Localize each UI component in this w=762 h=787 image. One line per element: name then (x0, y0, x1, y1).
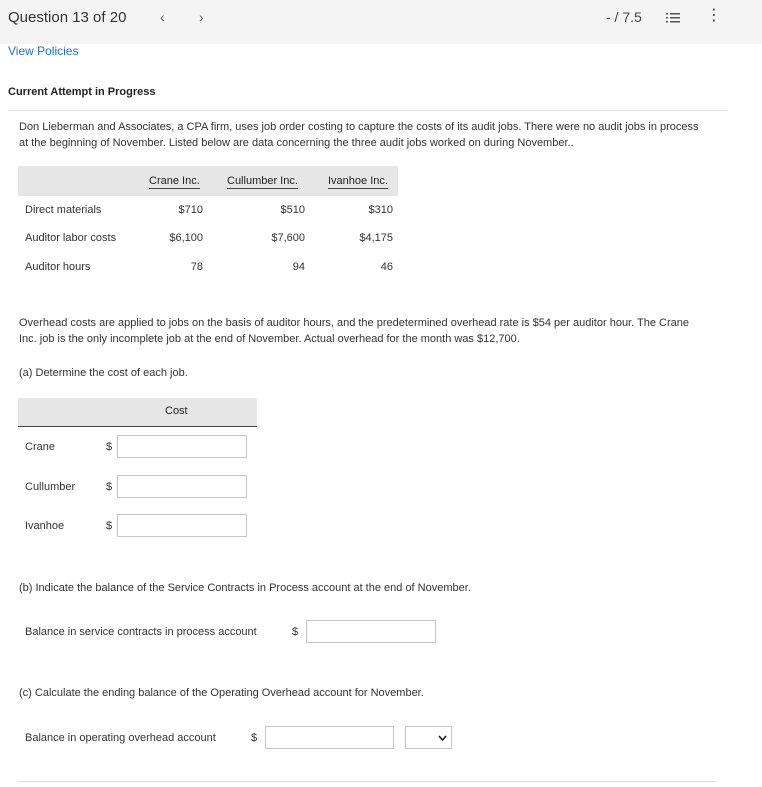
ivanhoe-currency: $ (106, 520, 113, 532)
row-label-auditor-labor-costs: Auditor labor costs (25, 232, 117, 244)
cost-column-header: Cost (165, 405, 188, 417)
table-header-ivanhoe: Ivanhoe Inc. (328, 175, 388, 187)
row-label-auditor-hours: Auditor hours (25, 261, 91, 273)
list-icon[interactable] (665, 10, 681, 26)
cullumber-cost-input[interactable] (117, 475, 247, 498)
operating-overhead-label: Balance in operating overhead account (25, 732, 216, 744)
cell-cullumber-direct-materials: $510 (280, 204, 305, 216)
part-a-prompt: (a) Determine the cost of each job. (19, 367, 188, 379)
ivanhoe-cost-input[interactable] (117, 514, 247, 537)
operating-overhead-balance-input[interactable] (265, 726, 394, 749)
crane-currency: $ (106, 441, 113, 453)
table-header-crane: Crane Inc. (149, 175, 200, 187)
cell-ivanhoe-direct-materials: $310 (368, 204, 393, 216)
score-display: - / 7.5 (606, 9, 642, 25)
attempt-title: Current Attempt in Progress (8, 86, 156, 98)
next-question-icon[interactable]: › (199, 9, 204, 25)
row-label-direct-materials: Direct materials (25, 204, 102, 216)
question-counter: Question 13 of 20 (8, 9, 127, 26)
divider (8, 110, 728, 111)
cell-ivanhoe-labor-costs: $4,175 (359, 232, 393, 244)
cell-cullumber-hours: 94 (292, 261, 305, 273)
previous-question-icon[interactable]: ‹ (160, 9, 165, 25)
problem-intro: Don Lieberman and Associates, a CPA firm, uses job order costing to capture the costs of its audit jobs. There were no audit jobs in process at the beginning of November. Listed below are data concerning the three audit jobs worked on during November.. (19, 121, 699, 149)
part-c-prompt: (c) Calculate the ending balance of the Operating Overhead account for November. (19, 687, 424, 699)
operating-overhead-currency: $ (251, 732, 258, 744)
service-contracts-balance-input[interactable] (306, 620, 436, 643)
view-policies-link[interactable]: View Policies (8, 44, 79, 58)
cell-ivanhoe-hours: 46 (380, 261, 393, 273)
cell-crane-hours: 78 (190, 261, 203, 273)
cell-crane-direct-materials: $710 (178, 204, 203, 216)
part-b-prompt: (b) Indicate the balance of the Service Contracts in Process account at the end of November. (19, 582, 471, 594)
chevron-down-icon (438, 735, 447, 742)
service-contracts-label: Balance in service contracts in process account (25, 626, 257, 638)
cullumber-currency: $ (106, 481, 113, 493)
crane-cost-input[interactable] (117, 435, 247, 458)
cost-header-band (18, 398, 257, 427)
table-header-cullumber: Cullumber Inc. (227, 175, 298, 187)
cell-cullumber-labor-costs: $7,600 (271, 232, 305, 244)
over-under-applied-select[interactable] (405, 726, 452, 749)
overhead-description: Overhead costs are applied to jobs on the basis of auditor hours, and the predetermined overhead rate is $54 per auditor hour. The Crane Inc. job is the only incomplete job at the end of November. Actual overhead for the month was $12,700. (19, 317, 689, 345)
cullumber-label: Cullumber (25, 481, 76, 493)
crane-label: Crane (25, 441, 55, 453)
service-contracts-currency: $ (292, 626, 299, 638)
ivanhoe-label: Ivanhoe (25, 520, 65, 532)
cell-crane-labor-costs: $6,100 (169, 232, 203, 244)
more-options-icon[interactable]: ⋮ (706, 7, 722, 24)
bottom-divider (18, 781, 716, 782)
